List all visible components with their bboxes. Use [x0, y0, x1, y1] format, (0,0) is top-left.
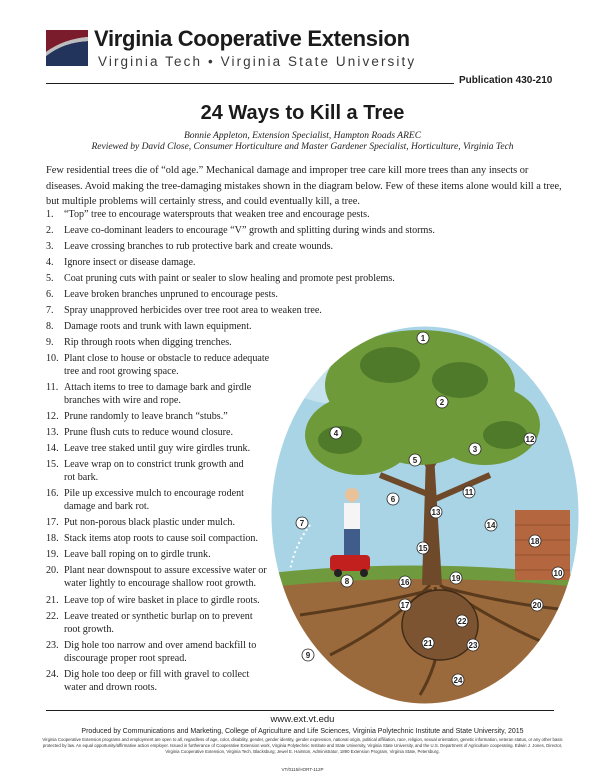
production-credit: Produced by Communications and Marketing, College of Agriculture and Life Sciences, Virginia Polytechnic Institute and State University, 2015 [81, 728, 524, 735]
svg-text:19: 19 [451, 574, 461, 583]
vce-logo-icon [46, 30, 88, 66]
callout-marker [452, 674, 464, 686]
list-item: 10. Plant close to house or obstacle to reduce adequate tree and root growing space. [46, 353, 270, 377]
list-item: 13. Prune flush cuts to reduce wound closure. [46, 427, 234, 438]
list-item: 4. Ignore insect or disease damage. [46, 257, 196, 268]
callout-marker [450, 572, 462, 584]
list-item: 17. Put non-porous black plastic under mulch. [46, 517, 236, 528]
list-item: 11. Attach items to tree to damage bark and girdle branches with wire and rope. [46, 382, 252, 406]
callout-marker [524, 433, 536, 445]
list-item: 23. Dig hole too narrow and over amend backfill to discourage proper root spread. [46, 640, 257, 664]
list-item: 19. Leave ball roping on to girdle trunk. [46, 549, 211, 560]
callout-marker [296, 517, 308, 529]
callout-marker [341, 575, 353, 587]
callout-marker [485, 519, 497, 531]
svg-text:23: 23 [468, 641, 478, 650]
author-line: Bonnie Appleton, Extension Specialist, Hampton Roads AREC [183, 131, 422, 141]
svg-text:7: 7 [299, 519, 305, 528]
reviewer-line: Reviewed by David Close, Consumer Horticulture and Master Gardener Specialist, Horticulture, Virginia Tech [91, 142, 514, 152]
svg-text:24: 24 [453, 676, 463, 685]
list-item: 24. Dig hole too deep or fill with gravel to collect water and drown roots. [46, 669, 250, 693]
callout-marker [463, 486, 475, 498]
svg-text:21: 21 [423, 639, 433, 648]
svg-text:15: 15 [418, 544, 428, 553]
list-item: 16. Pile up excessive mulch to encourage rodent damage and bark rot. [46, 488, 244, 512]
organization-subtitle: Virginia Tech • Virginia State University [98, 54, 417, 69]
svg-text:9: 9 [305, 651, 311, 660]
callout-marker [469, 443, 481, 455]
list-item: 8. Damage roots and trunk with lawn equipment. [46, 321, 252, 332]
list-item: 3. Leave crossing branches to rub protective bark and create wounds. [46, 241, 334, 252]
list-item: 12. Prune randomly to leave branch “stubs.” [46, 411, 228, 422]
list-item: 15. Leave wrap on to constrict trunk growth and rot bark. [46, 459, 244, 483]
callout-marker [330, 427, 342, 439]
tree-illustration [270, 325, 580, 705]
callout-marker [422, 637, 434, 649]
callout-marker [302, 649, 314, 661]
svg-text:18: 18 [530, 537, 540, 546]
list-item: 18. Stack items atop roots to cause soil compaction. [46, 533, 258, 544]
list-item: 14. Leave tree staked until guy wire girdles trunk. [46, 443, 251, 454]
header-divider [46, 83, 454, 84]
svg-text:10: 10 [553, 569, 563, 578]
callout-marker [467, 639, 479, 651]
callout-marker [552, 567, 564, 579]
callout-marker [399, 599, 411, 611]
svg-text:6: 6 [390, 495, 396, 504]
svg-text:12: 12 [525, 435, 535, 444]
publication-number: Publication 430-210 [459, 75, 553, 86]
list-item: 21. Leave top of wire basket in place to girdle roots. [46, 595, 260, 606]
website-link[interactable]: www.ext.vt.edu [270, 714, 335, 725]
callout-marker [417, 542, 429, 554]
callout-marker [409, 454, 421, 466]
svg-text:14: 14 [486, 521, 496, 530]
callout-marker [529, 535, 541, 547]
list-item: 6. Leave broken branches unpruned to encourage pests. [46, 289, 278, 300]
list-item: 5. Coat pruning cuts with paint or sealer to slow healing and promote pest problems. [46, 273, 395, 284]
svg-text:16: 16 [400, 578, 410, 587]
callout-marker [436, 396, 448, 408]
list-item: 9. Rip through roots when digging trenches. [46, 337, 232, 348]
svg-text:20: 20 [532, 601, 542, 610]
svg-text:1: 1 [420, 334, 426, 343]
svg-text:13: 13 [431, 508, 441, 517]
callout-marker [456, 615, 468, 627]
publication-code: VT/0115/HORT-112P [281, 767, 324, 772]
list-item: 22. Leave treated or synthetic burlap on to prevent root growth. [46, 611, 253, 635]
legal-notice: Virginia Cooperative Extension programs and employment are open to all, regardless of age, color, disability, gender, gender identity, gender expression, national origin, political affiliation, race, religion, sexual orientation, genetic information, veteran status, or any other basis protected by law. An equal opportunity/affirmative action employer. Issued in furtherance of Cooperative Extension work, Virginia Polytechnic Institute and State University, Virginia State University, and the U.S. Department of Agriculture cooperating. Edwin J. Jones, Director, Virginia Cooperative Extension, Virginia Tech, Blacksburg; Jewel E. Hairston, Administrator, 1890 Extension Program, Virginia State, Petersburg. [42, 737, 563, 754]
list-item: 20. Plant near downspout to assure excessive water or water lightly to encourage shallow root growth. [46, 565, 267, 589]
intro-paragraph: Few residential trees die of “old age.” Mechanical damage and improper tree care kill more trees than any insects or diseases. Avoid making the tree-damaging mistakes shown in the diagram below. Few of these items alone would kill a tree, but multiple problems will certainly stress, and could eventually kill, a tree. [46, 165, 562, 207]
svg-text:8: 8 [344, 577, 350, 586]
callout-marker [417, 332, 429, 344]
svg-text:5: 5 [412, 456, 418, 465]
svg-text:2: 2 [439, 398, 445, 407]
list-item: 7. Spray unapproved herbicides over tree root area to weaken tree. [46, 305, 322, 316]
list-item: 2. Leave co-dominant leaders to encourage “V” growth and splitting during winds and storms. [46, 225, 435, 236]
callout-marker [387, 493, 399, 505]
organization-name: Virginia Cooperative Extension [94, 26, 410, 51]
svg-text:22: 22 [457, 617, 467, 626]
page-title: 24 Ways to Kill a Tree [200, 102, 405, 124]
svg-text:3: 3 [472, 445, 478, 454]
footer-divider [46, 710, 554, 711]
svg-text:17: 17 [400, 601, 410, 610]
callout-marker [430, 506, 442, 518]
list-item: 1. “Top” tree to encourage watersprouts that weaken tree and encourage pests. [46, 209, 370, 220]
svg-text:4: 4 [333, 429, 339, 438]
callout-marker [531, 599, 543, 611]
callout-marker [399, 576, 411, 588]
svg-text:11: 11 [464, 488, 474, 497]
